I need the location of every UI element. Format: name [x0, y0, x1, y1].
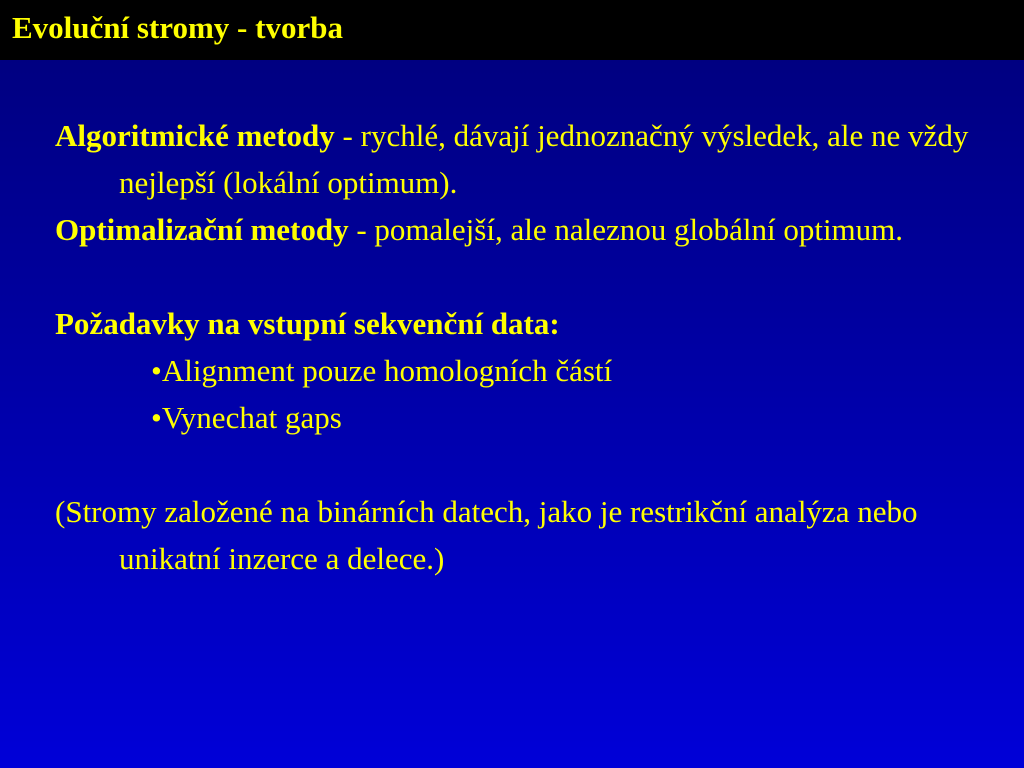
optimalizacni-paragraph: [55, 206, 1005, 253]
pozadavky-heading: Požadavky na vstupní sekvenční data:: [55, 306, 560, 341]
algoritmicke-text: - rychlé, dávají jednoznačný výsledek, ale ne vždy nejlepší (lokální optimum).: [119, 118, 969, 200]
bullet-item: •Vynechat gaps: [151, 400, 342, 435]
note-paragraph: (Stromy založené na binárních datech, jako je restrikční analýza nebo unikatní inzerce a delece.): [55, 494, 918, 576]
title-bar: [0, 0, 1024, 60]
slide-title: Evoluční stromy - tvorba: [12, 10, 343, 45]
algoritmicke-paragraph: [55, 112, 1005, 206]
optimalizacni-term: Optimalizační metody: [55, 212, 349, 247]
optimalizacni-text: - pomalejší, ale naleznou globální optimum.: [348, 212, 904, 247]
algoritmicke-term: Algoritmické metody: [55, 118, 335, 153]
spacer: [55, 441, 1005, 488]
bullet-item: •Alignment pouze homologních částí: [151, 353, 613, 388]
slide-content: [55, 112, 1005, 582]
spacer: [55, 253, 1005, 300]
